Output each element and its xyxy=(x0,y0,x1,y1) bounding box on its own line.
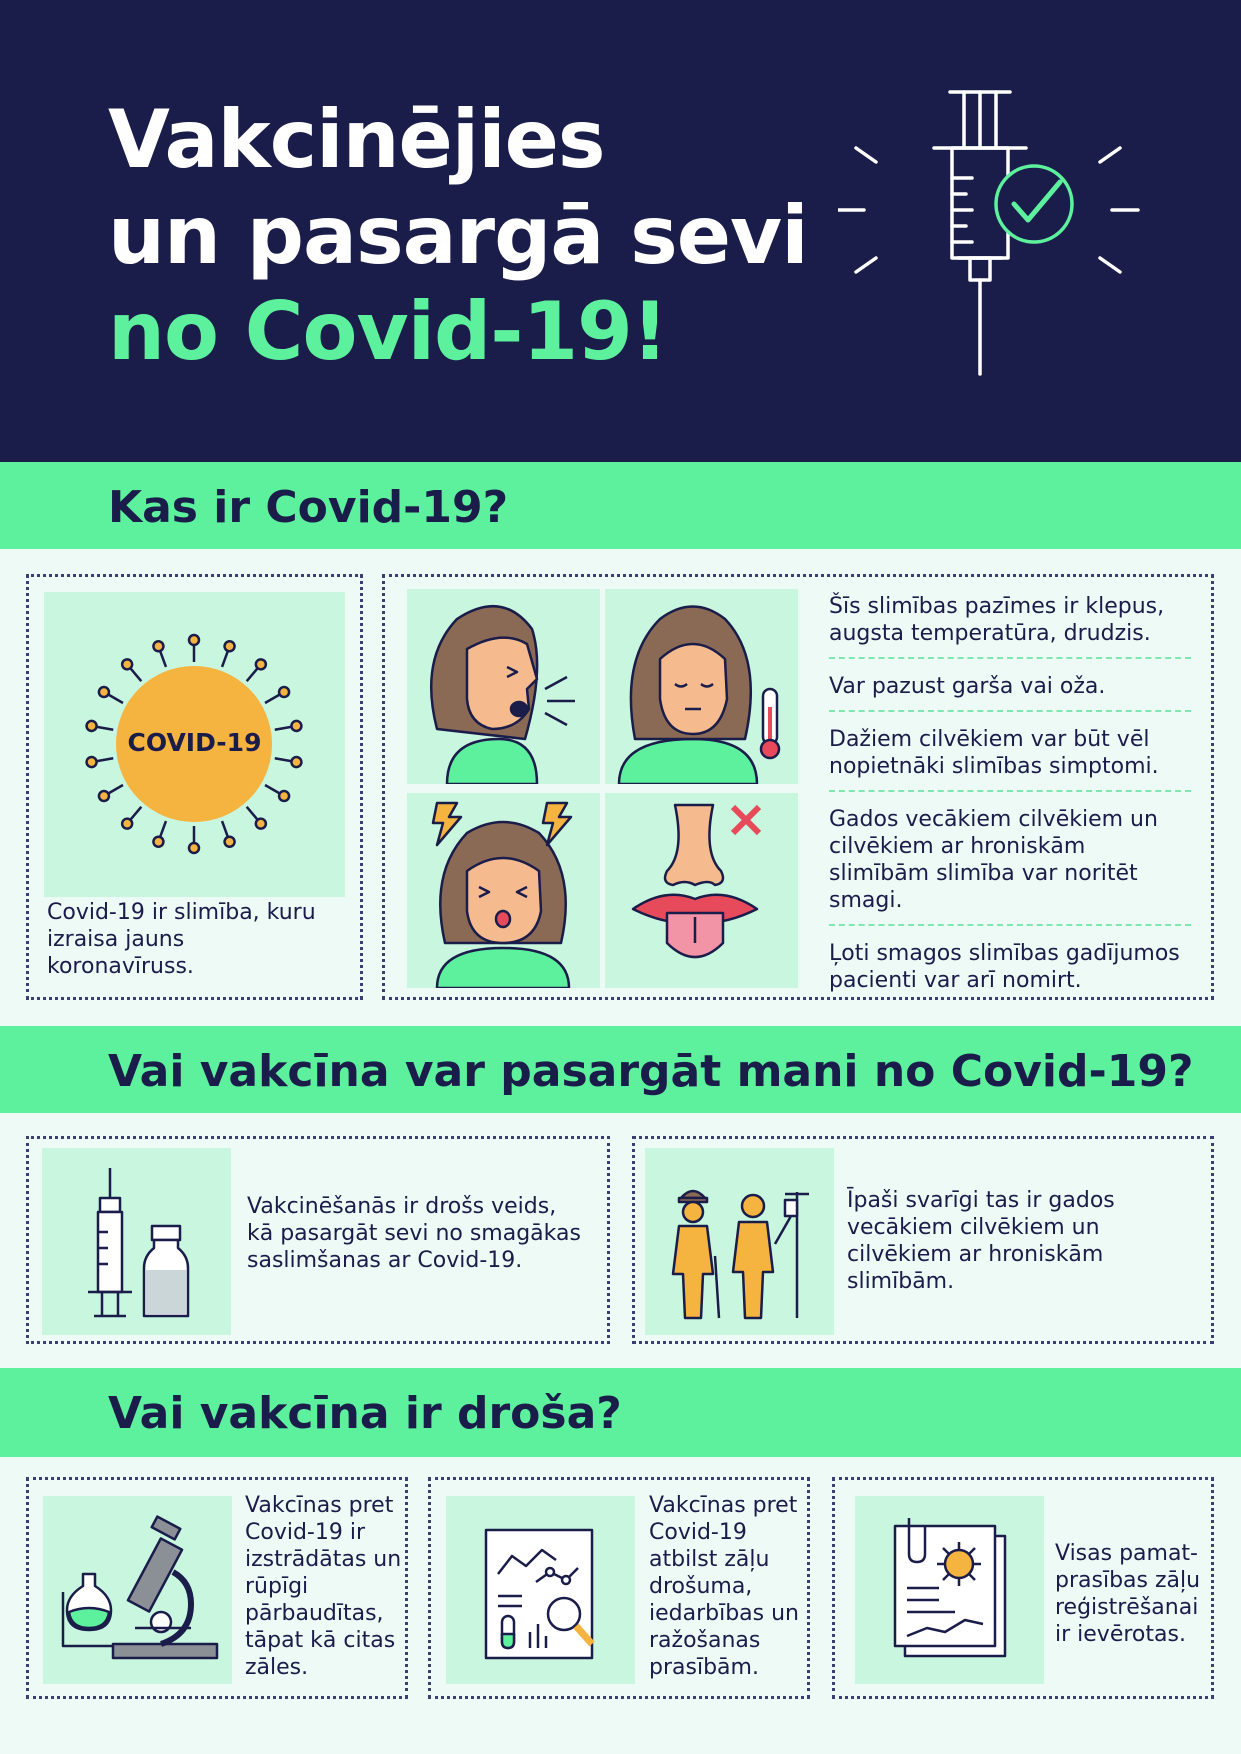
registration-document-icon xyxy=(855,1496,1044,1684)
headache-tile xyxy=(407,793,600,988)
section-3-title: Vai vakcīna ir droša? xyxy=(108,1388,622,1439)
section-1-band xyxy=(0,462,1241,549)
vaccine-tile xyxy=(42,1148,231,1335)
symptom-item: Šīs slimības pazīmes ir klepus, augsta temperatūra, drudzis. xyxy=(829,593,1191,659)
coughing-person-icon xyxy=(407,589,600,784)
safety-text-3: Visas pamat-prasības zāļu reģistrēšanai ir ievērotas. xyxy=(1055,1541,1201,1647)
safety-card-1 xyxy=(26,1477,408,1699)
covid-info-panel xyxy=(26,574,363,1000)
safety-text-2: Vakcīnas pret Covid-19 atbilst zāļu drošuma, iedarbības un ražošanas prasībām. xyxy=(649,1493,800,1680)
symptom-item: Ļoti smagos slimības gadījumos pacienti var arī nomirt. xyxy=(829,941,1180,993)
hero-banner xyxy=(0,0,1241,462)
elderly-card xyxy=(632,1136,1214,1344)
virus-caption: Covid-19 ir slimība, kuru izraisa jauns koronavīruss. xyxy=(47,900,316,979)
section-2-title: Vai vakcīna var pasargāt mani no Covid-19? xyxy=(108,1046,1194,1097)
smell-taste-tile xyxy=(605,793,798,988)
hero-title-line-1: Vakcinējies xyxy=(108,93,605,186)
symptoms-panel xyxy=(382,574,1214,1000)
section-1-title: Kas ir Covid-19? xyxy=(108,482,509,533)
hero-title xyxy=(108,92,808,380)
fever-tile xyxy=(605,589,798,784)
vaccine-protect-text: Vakcinēšanās ir drošs veids, kā pasargāt sevi no smagākas saslimšanas ar Covid-19. xyxy=(247,1194,581,1273)
microscope-tile xyxy=(43,1496,232,1684)
headache-person-icon xyxy=(407,793,600,988)
section-2-band xyxy=(0,1026,1241,1113)
cough-tile xyxy=(407,589,600,784)
analysis-tile xyxy=(446,1496,635,1684)
syringe-check-icon xyxy=(838,86,1158,386)
safety-text-1: Vakcīnas pret Covid-19 ir izstrādātas un rūpīgi pārbaudītas, tāpat kā citas zāles. xyxy=(245,1493,402,1680)
elderly-people-icon xyxy=(645,1148,834,1335)
elderly-tile xyxy=(645,1148,834,1335)
elderly-text: Īpaši svarīgi tas ir gados vecākiem cilvēkiem un cilvēkiem ar hroniskām slimībām. xyxy=(847,1188,1115,1294)
symptom-item: Var pazust garša vai oža. xyxy=(829,673,1191,712)
safety-card-2 xyxy=(428,1477,810,1699)
vaccine-protect-card xyxy=(26,1136,610,1344)
microscope-icon xyxy=(43,1496,232,1684)
symptom-list xyxy=(829,593,1191,1018)
data-analysis-icon xyxy=(446,1496,635,1684)
hero-title-line-2: un pasargā sevi xyxy=(108,189,808,282)
fever-person-icon xyxy=(605,589,798,784)
document-tile xyxy=(855,1496,1044,1684)
virus-label: COVID-19 xyxy=(127,728,262,757)
section-3-band xyxy=(0,1368,1241,1457)
safety-card-3 xyxy=(832,1477,1214,1699)
symptom-item: Dažiem cilvēkiem var būt vēl nopietnāki slimības simptomi. xyxy=(829,726,1191,792)
virus-tile xyxy=(44,592,345,897)
nose-tongue-icon xyxy=(605,793,798,988)
syringe-vial-icon xyxy=(42,1148,231,1335)
hero-title-line-3: no Covid-19! xyxy=(108,285,668,378)
symptom-item: Gados vecākiem cilvēkiem un cilvēkiem ar hroniskām slimībām slimība var noritēt smagi. xyxy=(829,806,1191,926)
